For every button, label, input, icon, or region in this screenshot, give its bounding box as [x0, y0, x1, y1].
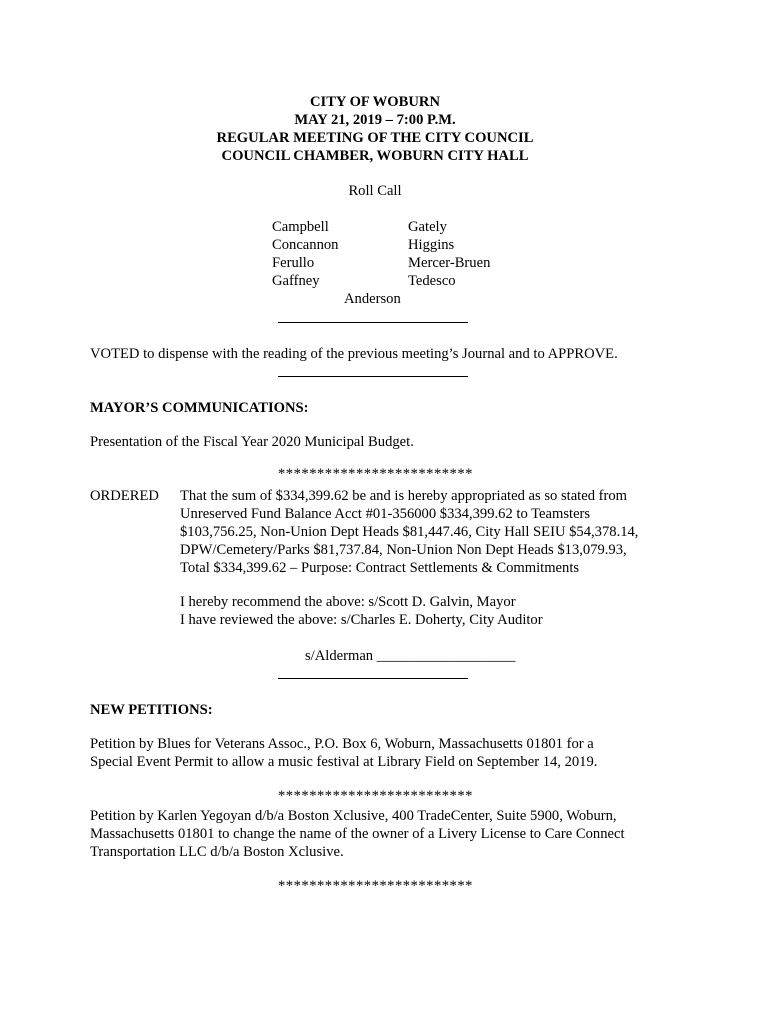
alderman-signature: s/Alderman ___________________: [305, 648, 516, 664]
petition-line: Massachusetts 01801 to change the name of the owner of a Livery License to Care Connect: [90, 826, 625, 842]
roll-call-name: Tedesco: [408, 273, 456, 289]
ordered-line: Unreserved Fund Balance Acct #01-356000 $334,399.62 to Teamsters: [180, 506, 591, 522]
stars-separator: *************************: [278, 466, 473, 482]
ordered-line: $103,756.25, Non-Union Dept Heads $81,447.46, City Hall SEIU $54,378.14,: [180, 524, 639, 540]
recommend-text: I hereby recommend the above: s/Scott D. Galvin, Mayor: [180, 594, 516, 610]
stars-separator: *************************: [278, 878, 473, 894]
header-meeting: REGULAR MEETING OF THE CITY COUNCIL: [216, 130, 534, 146]
roll-call-name: Higgins: [408, 237, 455, 253]
reviewed-text: I have reviewed the above: s/Charles E. Doherty, City Auditor: [180, 612, 543, 628]
mayors-heading: MAYOR’S COMMUNICATIONS:: [90, 400, 309, 416]
roll-call-name: Anderson: [344, 291, 401, 307]
roll-call-name: Concannon: [272, 237, 339, 253]
voted-text: VOTED to dispense with the reading of the previous meeting’s Journal and to APPROVE.: [90, 346, 618, 362]
roll-call-title: Roll Call: [348, 183, 402, 199]
header-city: CITY OF WOBURN: [309, 94, 440, 110]
petition-line: Petition by Karlen Yegoyan d/b/a Boston Xclusive, 400 TradeCenter, Suite 5900, Woburn,: [90, 808, 617, 824]
ordered-line: Total $334,399.62 – Purpose: Contract Settlements & Commitments: [180, 560, 580, 576]
stars-separator: *************************: [278, 788, 473, 804]
separator-rule: [278, 376, 468, 377]
roll-call-name: Gately: [408, 219, 447, 235]
header-date: MAY 21, 2019 – 7:00 P.M.: [294, 112, 456, 128]
header-location: COUNCIL CHAMBER, WOBURN CITY HALL: [221, 148, 529, 164]
roll-call-name: Campbell: [272, 219, 329, 235]
ordered-line: DPW/Cemetery/Parks $81,737.84, Non-Union Non Dept Heads $13,079.93,: [180, 542, 627, 558]
roll-call-name: Mercer-Bruen: [408, 255, 491, 271]
roll-call-name: Gaffney: [272, 273, 320, 289]
separator-rule: [278, 322, 468, 323]
ordered-line: That the sum of $334,399.62 be and is hereby appropriated as so stated from: [180, 488, 628, 504]
petition-line: Transportation LLC d/b/a Boston Xclusive.: [90, 844, 344, 860]
petitions-heading: NEW PETITIONS:: [90, 702, 213, 718]
petition-line: Petition by Blues for Veterans Assoc., P.O. Box 6, Woburn, Massachusetts 01801 for a: [90, 736, 594, 752]
petition-line: Special Event Permit to allow a music festival at Library Field on September 14, 2019.: [90, 754, 598, 770]
roll-call-name: Ferullo: [272, 255, 315, 271]
ordered-label: ORDERED: [90, 488, 159, 504]
presentation-text: Presentation of the Fiscal Year 2020 Municipal Budget.: [90, 434, 414, 450]
separator-rule: [278, 678, 468, 679]
